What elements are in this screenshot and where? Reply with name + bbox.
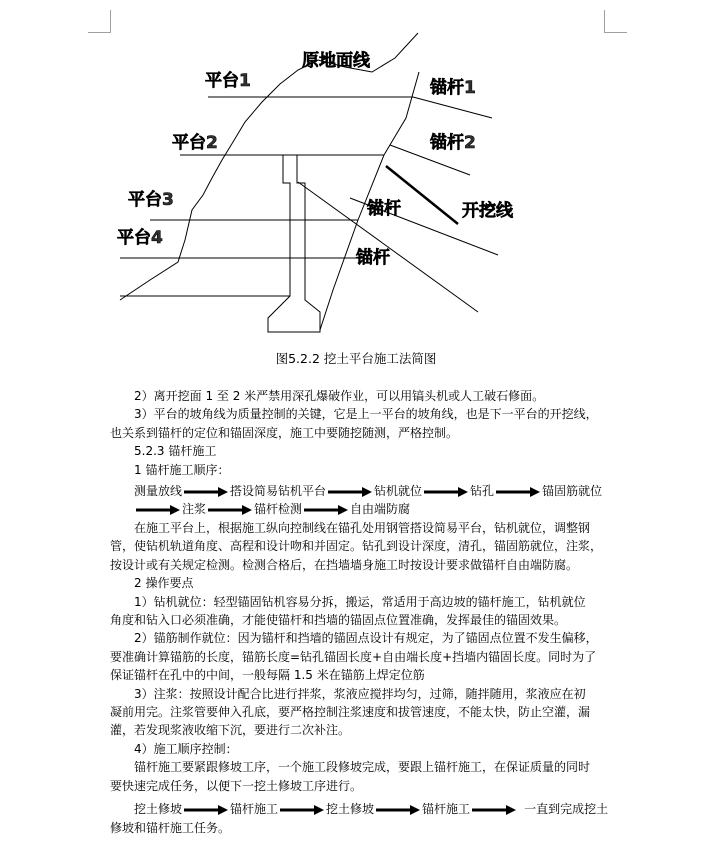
subheading: 2 操作要点 [134, 576, 194, 591]
flow-step: 锚固筋就位 [542, 484, 603, 498]
body-text-end [110, 819, 610, 837]
anchor-sequence-flow-cont [134, 500, 410, 517]
paragraph: 也关系到锚杆的定位和锚固深度，施工中要随挖随测，严格控制。 [110, 425, 459, 440]
platform3-label: 平台3 [128, 190, 174, 210]
arrow-right-icon [304, 505, 348, 515]
subheading: 1 锚杆施工顺序： [134, 462, 230, 477]
anchor1-line [413, 97, 492, 118]
ground-line-label: 原地面线 [302, 51, 370, 71]
paragraph: 在施工平台上，根据施工纵向控制线在锚孔处用钢管搭设简易平台，钻机就位，调整钢 [134, 521, 591, 535]
anchor3-label: 锚杆 [367, 199, 401, 219]
excavation-platform-diagram [0, 0, 712, 345]
flow-step: 锚杆施工 [422, 802, 471, 816]
arrow-right-icon [280, 805, 324, 815]
flow-step: 测量放线 [134, 484, 183, 498]
paragraph: 管，使钻机轨道角度、高程和设计吻和并固定。钻孔到设计深度，清孔，锚固筋就位，注浆， [110, 539, 603, 554]
paragraph: 修坡和锚杆施工任务。 [110, 821, 231, 835]
paragraph: 保证锚杆在孔中的中间，一般每隔 1.5 米在锚筋上焊定位筋 [110, 668, 425, 683]
arrow-right-icon [208, 505, 252, 515]
construction-order-flow [134, 800, 608, 817]
arrow-right-icon [472, 805, 516, 815]
flow-step: 挖土修坡 [326, 802, 375, 816]
platform1-label: 平台1 [205, 71, 251, 91]
paragraph: 1）钻机就位：轻型锚固钻机容易分拆，搬运，常适用于高边坡的锚杆施工，钻机就位 [134, 594, 586, 609]
arrow-right-icon [328, 487, 372, 497]
flow-tail: 一直到完成挖土 [524, 802, 609, 816]
paragraph: 灌，若发现浆液收缩下沉，要进行二次补注。 [110, 723, 351, 738]
platform4-label: 平台4 [117, 228, 163, 248]
figure-caption: 图5.2.2 挖土平台施工法简图 [275, 351, 437, 366]
arrow-right-icon [424, 487, 468, 497]
flow-step: 钻孔 [470, 484, 495, 498]
flow-step: 挖土修坡 [134, 802, 183, 816]
paragraph: 4）施工顺序控制： [134, 741, 238, 756]
excavation-line-label: 开挖线 [462, 201, 513, 221]
flow-step: 注浆 [182, 502, 207, 516]
paragraph: 2）锚筋制作就位：因为锚杆和挡墙的锚固点设计有规定，为了锚固点位置不发生偏移， [134, 631, 598, 646]
body-text-upper [110, 387, 610, 479]
paragraph: 锚杆施工要紧跟修坡工序，一个施工段修坡完成，要跟上锚杆施工，在保证质量的同时 [134, 760, 591, 775]
paragraph: 要准确计算锚筋的长度，锚筋长度=钻孔锚固长度+自由端长度+挡墙内锚固长度。同时为了 [110, 649, 597, 664]
diagram-labels [117, 50, 514, 268]
flow-step: 锚杆施工 [230, 802, 279, 816]
anchor2-label: 锚杆2 [430, 133, 476, 153]
paragraph: 按设计或有关规定检测。检测合格后，在挡墙墙身施工时按设计要求做锚杆自由端防腐。 [110, 557, 579, 572]
platform2-label: 平台2 [172, 133, 218, 153]
flow-step: 自由端防腐 [350, 502, 411, 516]
arrow-right-icon [184, 805, 228, 815]
retaining-wall [268, 155, 320, 332]
paragraph: 角度和钻入口必须准确，才能使锚杆和挡墙的锚固点位置准确，发挥最佳的锚固效果。 [110, 613, 567, 628]
flow-step: 钻机就位 [374, 484, 423, 498]
paragraph: 要快速完成任务，以便下一挖土修坡工序进行。 [110, 778, 363, 793]
arrow-right-icon [136, 505, 180, 515]
arrow-right-icon [184, 487, 228, 497]
anchor1-label: 锚杆1 [430, 78, 476, 98]
anchor4-label: 锚杆 [356, 248, 390, 268]
paragraph: 2）离开挖面 1 至 2 米严禁用深孔爆破作业，可以用镐头机或人工破石修面。 [134, 389, 545, 403]
paragraph: 3）平台的坡角线为质量控制的关键，它是上一平台的坡角线，也是下一平台的开挖线， [134, 407, 598, 422]
flow-step: 搭设简易钻机平台 [230, 484, 327, 498]
paragraph: 3）注浆：按照设计配合比进行拌浆，浆液应搅拌均匀，过筛，随拌随用，浆液应在初 [134, 686, 586, 701]
paragraph: 凝前用完。注浆管要伸入孔底，要严格控制注浆速度和拔管速度，不能太快，防止空灌，漏 [110, 705, 591, 720]
anchor-sequence-flow [134, 482, 602, 499]
flow-step: 锚杆检测 [254, 502, 303, 516]
body-text-lower [110, 519, 610, 795]
arrow-right-icon [376, 805, 420, 815]
section-heading: 5.2.3 锚杆施工 [134, 444, 217, 459]
arrow-right-icon [496, 487, 540, 497]
